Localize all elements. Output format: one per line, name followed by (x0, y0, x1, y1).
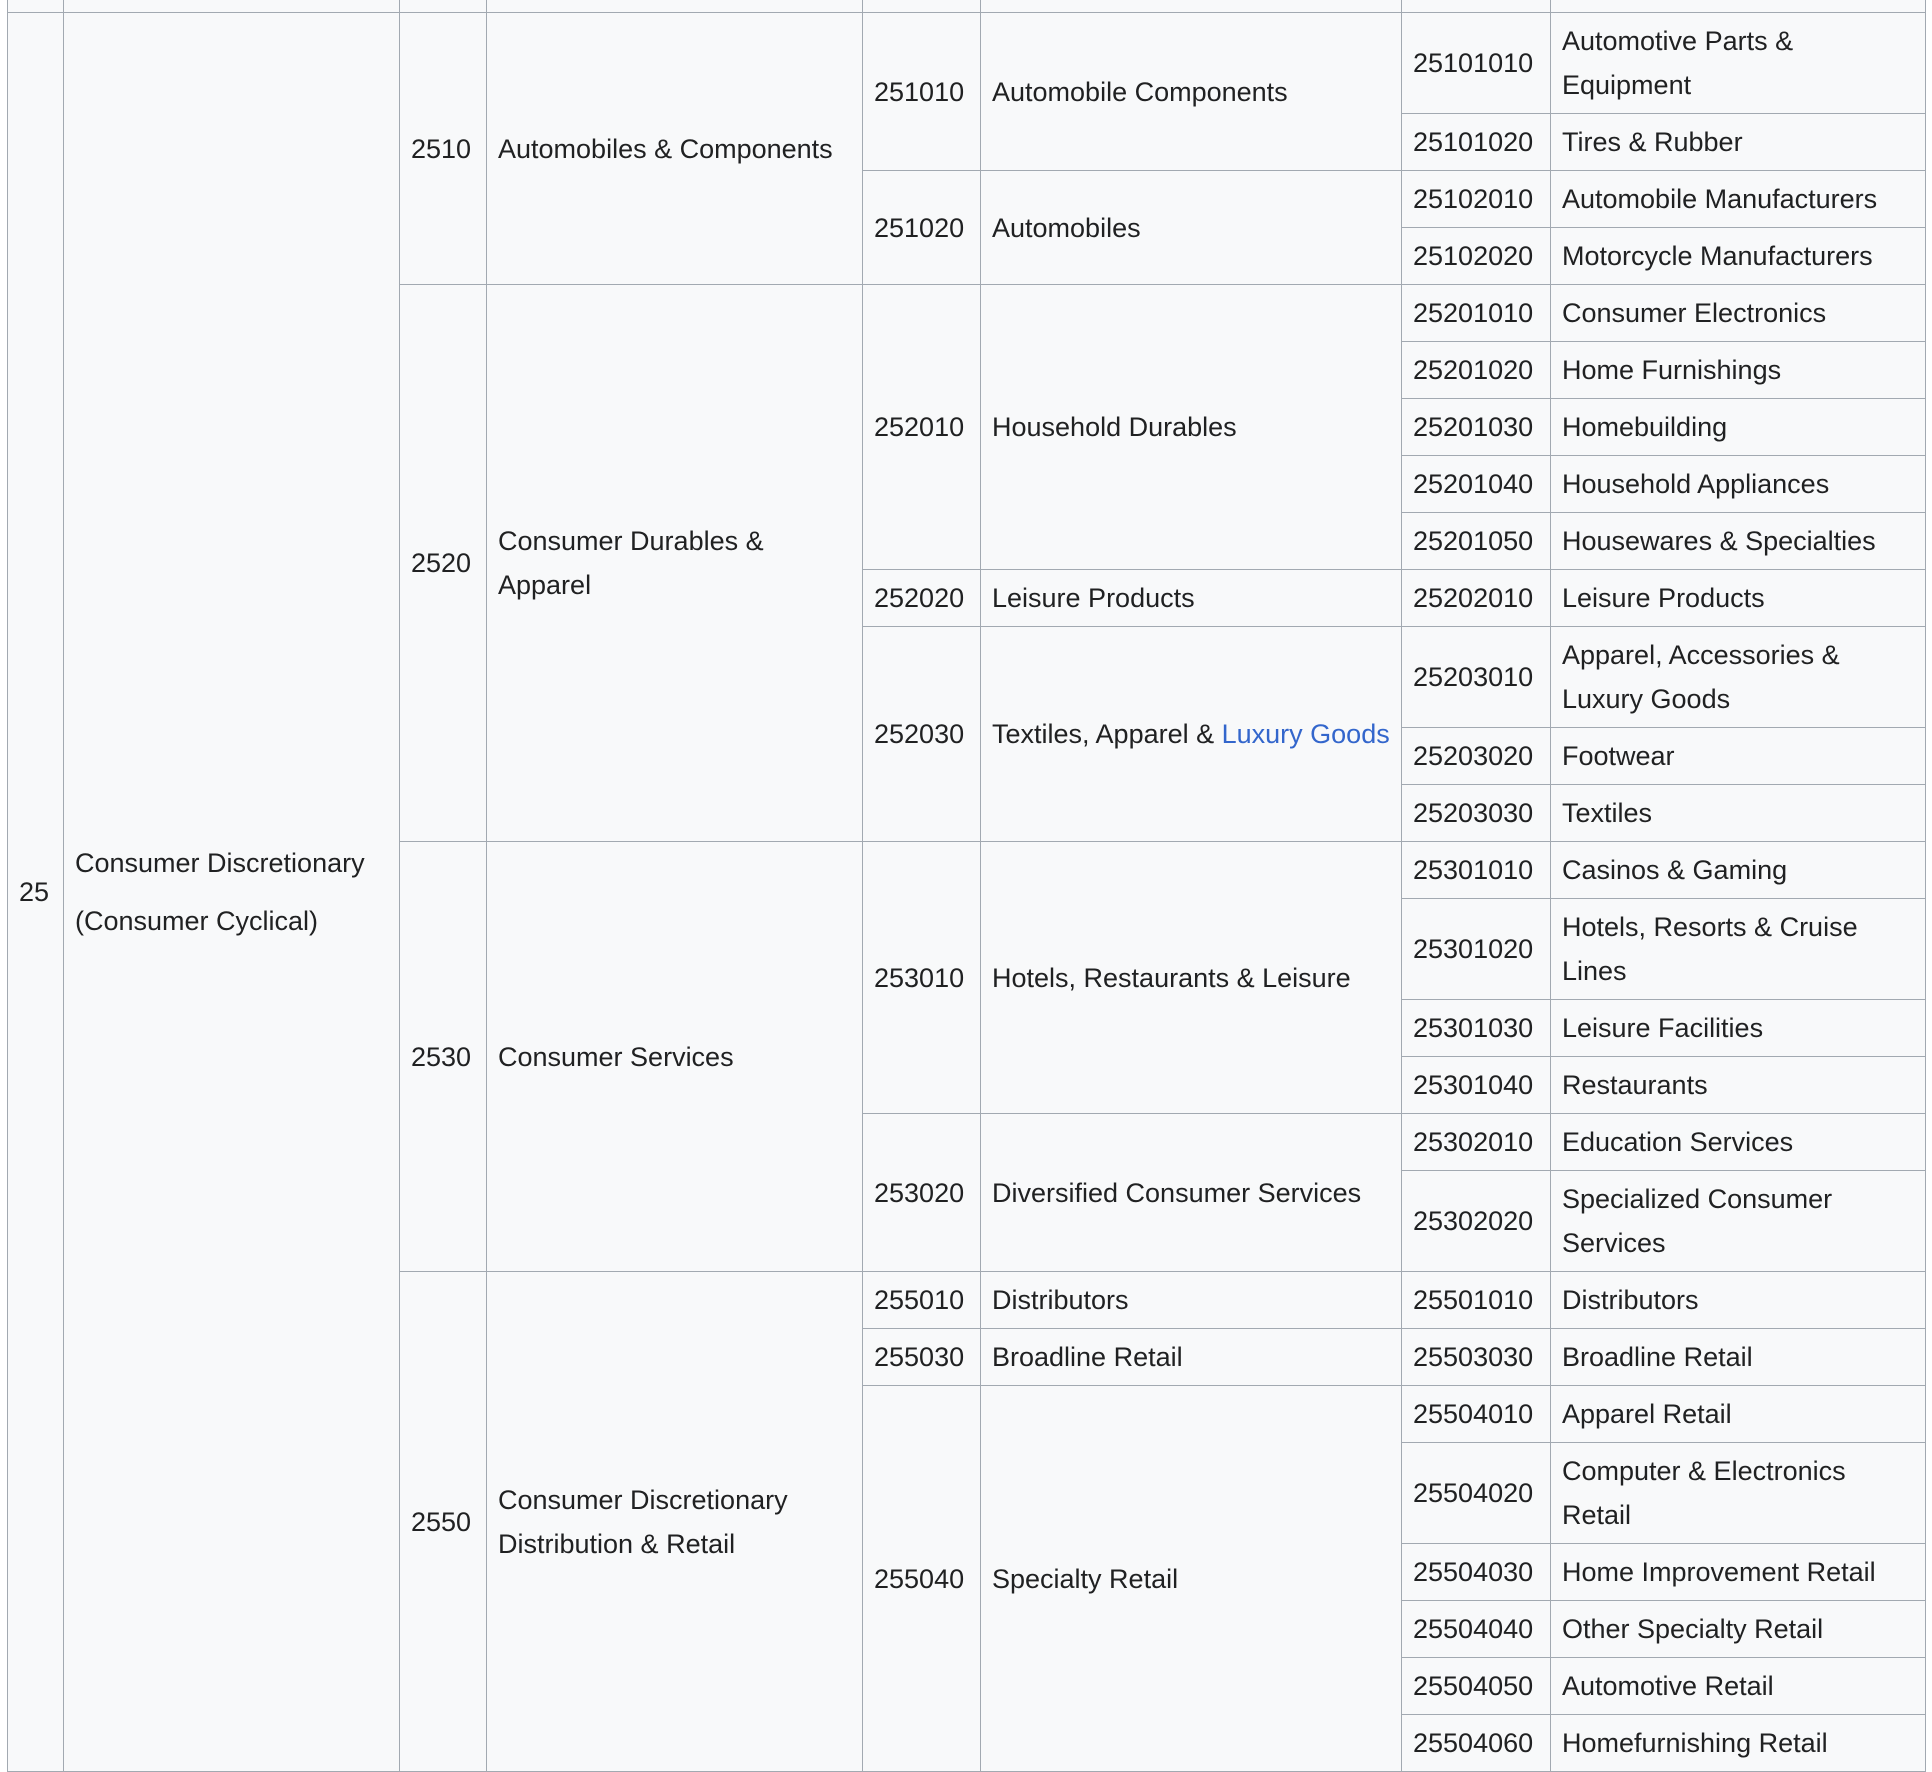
industry-name-text: Textiles, Apparel & (992, 719, 1222, 749)
sub-industry-code: 25301020 (1402, 899, 1551, 1000)
sub-industry-code: 25501010 (1402, 1272, 1551, 1329)
industry-name: Specialty Retail (981, 1386, 1402, 1772)
sub-industry-code: 25101020 (1402, 114, 1551, 171)
industry-name: Distributors (981, 1272, 1402, 1329)
sub-industry-name: Housewares & Specialties (1551, 513, 1926, 570)
sub-industry-name: Home Furnishings (1551, 342, 1926, 399)
sub-industry-name: Leisure Products (1551, 570, 1926, 627)
industry-code: 251010 (863, 13, 981, 171)
sub-industry-code: 25504010 (1402, 1386, 1551, 1443)
industry-code: 251020 (863, 171, 981, 285)
industry-code: 255040 (863, 1386, 981, 1772)
sub-industry-name: Apparel, Accessories & Luxury Goods (1551, 627, 1926, 728)
industry-group-code: 2530 (400, 842, 487, 1272)
sub-industry-code: 25504030 (1402, 1544, 1551, 1601)
sub-industry-name: Homebuilding (1551, 399, 1926, 456)
industry-name: Leisure Products (981, 570, 1402, 627)
sub-industry-code: 25301010 (1402, 842, 1551, 899)
sub-industry-code: 25203010 (1402, 627, 1551, 728)
industry-name (981, 627, 1402, 842)
sub-industry-code: 25201020 (1402, 342, 1551, 399)
sub-industry-name: Computer & Electronics Retail (1551, 1443, 1926, 1544)
sub-industry-name: Hotels, Resorts & Cruise Lines (1551, 899, 1926, 1000)
sub-industry-name: Distributors (1551, 1272, 1926, 1329)
sub-industry-code: 25302020 (1402, 1171, 1551, 1272)
sub-industry-code: 25201030 (1402, 399, 1551, 456)
industry-group-name: Consumer Durables & Apparel (487, 285, 863, 842)
sub-industry-name: Automotive Parts & Equipment (1551, 13, 1926, 114)
industry-code: 255010 (863, 1272, 981, 1329)
industry-code: 255030 (863, 1329, 981, 1386)
sub-industry-name: Household Appliances (1551, 456, 1926, 513)
sub-industry-code: 25201010 (1402, 285, 1551, 342)
sub-industry-name: Specialized Consumer Services (1551, 1171, 1926, 1272)
sub-industry-code: 25503030 (1402, 1329, 1551, 1386)
industry-code: 252010 (863, 285, 981, 570)
industry-group-code: 2510 (400, 13, 487, 285)
sub-industry-code: 25301040 (1402, 1057, 1551, 1114)
sub-industry-name: Other Specialty Retail (1551, 1601, 1926, 1658)
sub-industry-name: Restaurants (1551, 1057, 1926, 1114)
industry-name: Hotels, Restaurants & Leisure (981, 842, 1402, 1114)
sub-industry-name: Leisure Facilities (1551, 1000, 1926, 1057)
sub-industry-code: 25504050 (1402, 1658, 1551, 1715)
sub-industry-code: 25201040 (1402, 456, 1551, 513)
sub-industry-code: 25504040 (1402, 1601, 1551, 1658)
sub-industry-name: Automotive Retail (1551, 1658, 1926, 1715)
sub-industry-name: Apparel Retail (1551, 1386, 1926, 1443)
luxury-goods-link[interactable]: Luxury Goods (1221, 719, 1390, 749)
industry-code: 252030 (863, 627, 981, 842)
industry-name: Automobiles (981, 171, 1402, 285)
industry-name: Household Durables (981, 285, 1402, 570)
industry-code: 253020 (863, 1114, 981, 1272)
industry-group-code: 2520 (400, 285, 487, 842)
sub-industry-name: Textiles (1551, 785, 1926, 842)
industry-group-name: Consumer Discretionary Distribution & Retail (487, 1272, 863, 1772)
sector-code: 25 (8, 13, 64, 1772)
sub-industry-code: 25101010 (1402, 13, 1551, 114)
table-row-partial (8, 0, 1926, 13)
sub-industry-name: Motorcycle Manufacturers (1551, 228, 1926, 285)
sub-industry-code: 25504060 (1402, 1715, 1551, 1772)
sub-industry-name: Home Improvement Retail (1551, 1544, 1926, 1601)
sub-industry-code: 25102020 (1402, 228, 1551, 285)
industry-code: 253010 (863, 842, 981, 1114)
sub-industry-name: Tires & Rubber (1551, 114, 1926, 171)
gics-classification-table (7, 0, 1926, 1772)
sub-industry-name: Education Services (1551, 1114, 1926, 1171)
sub-industry-code: 25504020 (1402, 1443, 1551, 1544)
sector-name-line-2: (Consumer Cyclical) (75, 906, 319, 936)
sub-industry-code: 25203020 (1402, 728, 1551, 785)
sub-industry-name: Casinos & Gaming (1551, 842, 1926, 899)
sub-industry-code: 25301030 (1402, 1000, 1551, 1057)
sub-industry-name: Homefurnishing Retail (1551, 1715, 1926, 1772)
sub-industry-name: Consumer Electronics (1551, 285, 1926, 342)
industry-group-code: 2550 (400, 1272, 487, 1772)
sub-industry-code: 25302010 (1402, 1114, 1551, 1171)
industry-name: Diversified Consumer Services (981, 1114, 1402, 1272)
industry-group-name: Automobiles & Components (487, 13, 863, 285)
sub-industry-code: 25102010 (1402, 171, 1551, 228)
sector-name-line-1: Consumer Discretionary (75, 848, 365, 878)
sub-industry-code: 25203030 (1402, 785, 1551, 842)
table-row (8, 13, 1926, 114)
sector-name (64, 13, 400, 1772)
industry-group-name: Consumer Services (487, 842, 863, 1272)
industry-code: 252020 (863, 570, 981, 627)
sub-industry-code: 25201050 (1402, 513, 1551, 570)
industry-name: Automobile Components (981, 13, 1402, 171)
sub-industry-name: Broadline Retail (1551, 1329, 1926, 1386)
industry-name: Broadline Retail (981, 1329, 1402, 1386)
sub-industry-code: 25202010 (1402, 570, 1551, 627)
sub-industry-name: Automobile Manufacturers (1551, 171, 1926, 228)
sub-industry-name: Footwear (1551, 728, 1926, 785)
